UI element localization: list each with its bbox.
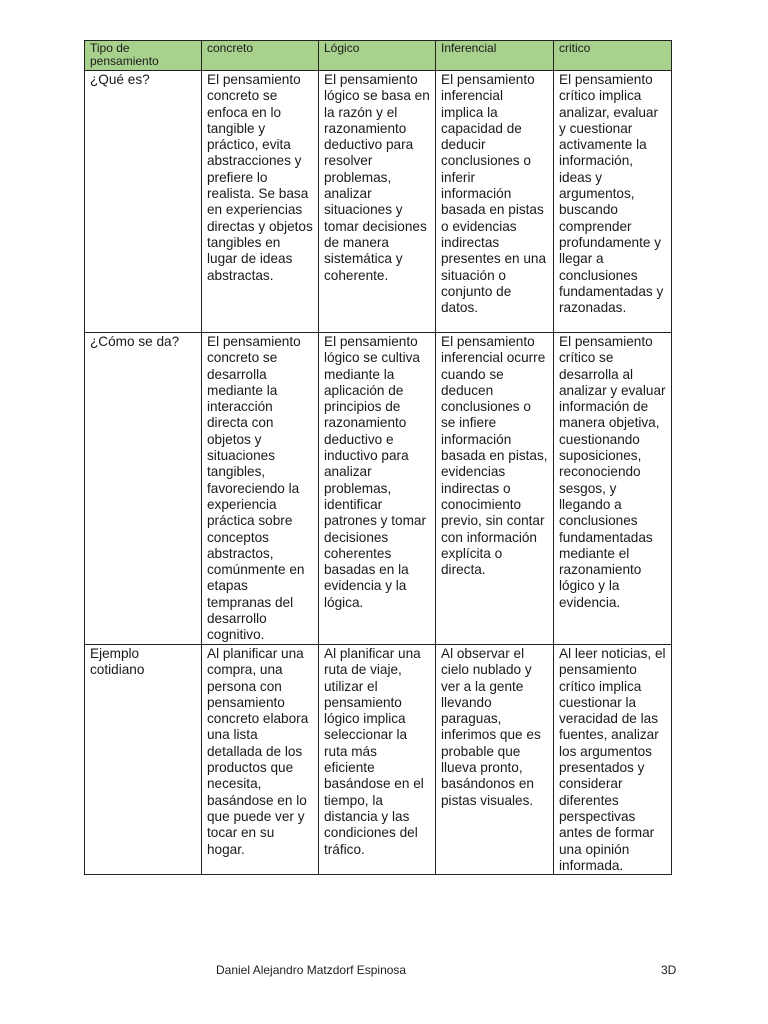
table-cell: Al planificar una ruta de viaje, utilizar el pensamiento lógico implica seleccionar la ruta más eficiente basándose en el tiempo, la distancia y las condiciones del tráfico.: [319, 645, 436, 875]
table-row: [85, 333, 672, 645]
table-row: [85, 645, 672, 875]
header-cell-concreto: concreto: [202, 41, 319, 71]
row-label-ejemplo-cotidiano: Ejemplo cotidiano: [85, 645, 202, 875]
table-cell: El pensamiento concreto se enfoca en lo tangible y práctico, evita abstracciones y prefiere lo realista. Se basa en experiencias directas y objetos tangibles en lugar de ideas abstractas.: [202, 71, 319, 333]
header-row: [85, 41, 672, 71]
footer-author: Daniel Alejandro Matzdorf Espinosa: [216, 963, 407, 977]
table-cell: El pensamiento inferencial ocurre cuando se deducen conclusiones o se infiere información basada en pistas, evidencias indirectas o conocimiento previo, sin contar con información explícita o directa.: [436, 333, 554, 645]
header-cell-logico: Lógico: [319, 41, 436, 71]
comparison-table: [84, 40, 672, 875]
table-cell: Al leer noticias, el pensamiento crítico implica cuestionar la veracidad de las fuentes, analizar los argumentos presentados y considerar diferentes perspectivas antes de formar una opinión informada.: [554, 645, 672, 875]
row-label-que-es: ¿Qué es?: [85, 71, 202, 333]
row-label-como-se-da: ¿Cómo se da?: [85, 333, 202, 645]
table-cell: El pensamiento concreto se desarrolla mediante la interacción directa con objetos y situaciones tangibles, favoreciendo la experiencia práctica sobre conceptos abstractos, comúnmente en etapas tempranas del desarrollo cognitivo.: [202, 333, 319, 645]
table-cell: El pensamiento crítico implica analizar, evaluar y cuestionar activamente la información, ideas y argumentos, buscando comprender profundamente y llegar a conclusiones fundamentadas y razonadas.: [554, 71, 672, 333]
footer-page-number: 3D: [661, 963, 677, 977]
table-row: [85, 71, 672, 333]
table-cell: El pensamiento lógico se cultiva mediante la aplicación de principios de razonamiento deductivo e inductivo para analizar problemas, identificar patrones y tomar decisiones coherentes basadas en la evidencia y la lógica.: [319, 333, 436, 645]
table-cell: El pensamiento inferencial implica la capacidad de deducir conclusiones o inferir información basada en pistas o evidencias indirectas presentes en una situación o conjunto de datos.: [436, 71, 554, 333]
header-cell-inferencial: Inferencial: [436, 41, 554, 71]
table-cell: Al planificar una compra, una persona con pensamiento concreto elabora una lista detallada de los productos que necesita, basándose en lo que puede ver y tocar en su hogar.: [202, 645, 319, 875]
header-cell-tipo: Tipo de pensamiento: [85, 41, 202, 71]
header-cell-critico: critico: [554, 41, 672, 71]
table-cell: El pensamiento lógico se basa en la razón y el razonamiento deductivo para resolver problemas, analizar situaciones y tomar decisiones de manera sistemática y coherente.: [319, 71, 436, 333]
table-cell: Al observar el cielo nublado y ver a la gente llevando paraguas, inferimos que es probable que llueva pronto, basándonos en pistas visuales.: [436, 645, 554, 875]
table-cell: El pensamiento crítico se desarrolla al analizar y evaluar información de manera objetiva, cuestionando suposiciones, reconociendo sesgos, y llegando a conclusiones fundamentadas mediante el razonamiento lógico y la evidencia.: [554, 333, 672, 645]
